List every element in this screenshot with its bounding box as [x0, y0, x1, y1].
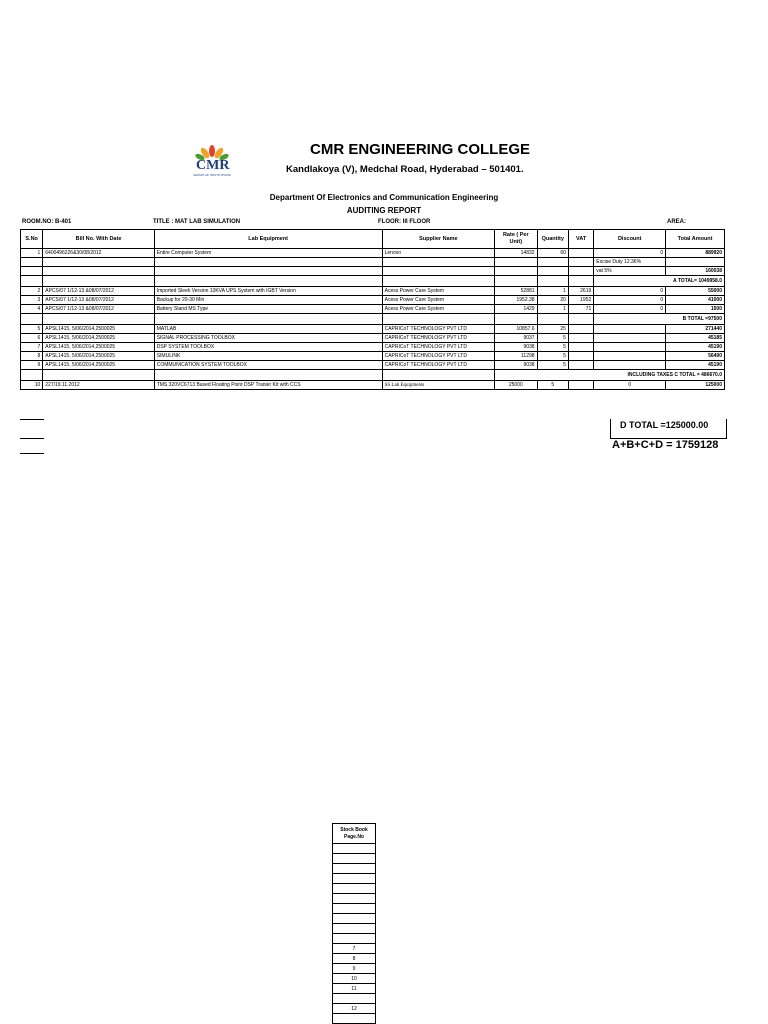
cell-sno: 4 — [21, 305, 43, 314]
stock-book-page — [333, 914, 376, 924]
table-row — [21, 314, 725, 325]
cell-total: 45185 — [666, 334, 725, 343]
stock-book-page — [333, 924, 376, 934]
cell-rate: 1429 — [495, 305, 538, 314]
cell-sno: 8 — [21, 352, 43, 361]
cell-discount — [594, 343, 666, 352]
cell-rate: 25000 — [495, 381, 538, 390]
stock-book-header: Stock Book Page.No — [333, 824, 376, 844]
table-row — [21, 334, 725, 343]
stock-book-row — [333, 984, 376, 994]
stock-book-page: 9 — [333, 964, 376, 974]
cell-bill: APSL1415, 5/06/2014,2500025 — [43, 343, 154, 352]
stock-book-page — [333, 884, 376, 894]
excise-duty-label: Excise Duty 12.36% — [594, 258, 666, 267]
area-label: AREA: — [667, 219, 686, 225]
cell-total: 41000 — [666, 296, 725, 305]
stock-book-table — [332, 823, 376, 1024]
d-total: D TOTAL =125000.00 — [620, 420, 709, 430]
cell-bill: APSL1415, 5/06/2014,2500025 — [43, 361, 154, 370]
col-sno: S.No — [21, 230, 43, 249]
cell-qty: 5 — [537, 352, 568, 361]
cell-equipment: COMMUNICATION SYSTEM TOOLBOX — [154, 361, 382, 370]
stock-book-page — [333, 844, 376, 854]
cell-supplier: Acess Power Care System — [382, 287, 494, 296]
cell-sno: 5 — [21, 325, 43, 334]
cell-discount — [594, 352, 666, 361]
cell-qty: 60 — [537, 249, 568, 258]
stock-book-page — [333, 894, 376, 904]
cell-qty: 1 — [537, 287, 568, 296]
col-supplier: Supplier Name — [382, 230, 494, 249]
cell-discount — [594, 325, 666, 334]
stock-book-row — [333, 944, 376, 954]
cell-supplier: SS Lab Equipments — [382, 381, 494, 390]
stock-book-page — [333, 1014, 376, 1024]
cell-supplier: CAPRICoT TECHNOLOGY PVT LTD — [382, 361, 494, 370]
cell-discount: 0 — [594, 381, 666, 390]
cell-rate: 9038 — [495, 361, 538, 370]
cell-sno: 7 — [21, 343, 43, 352]
cell-total: 1500 — [666, 305, 725, 314]
col-discount: Discount — [594, 230, 666, 249]
stock-book-row — [333, 884, 376, 894]
c-total: INCLUDING TAXES C TOTAL = 486670.0 — [495, 370, 725, 381]
stock-book-page — [333, 874, 376, 884]
cell-vat: 1952 — [568, 296, 593, 305]
cell-sno: 6 — [21, 334, 43, 343]
stock-book-row — [333, 894, 376, 904]
table-row — [21, 343, 725, 352]
cell-discount: 0 — [594, 287, 666, 296]
cell-sno: 10 — [21, 381, 43, 390]
table-row — [21, 361, 725, 370]
cell-qty: 5 — [537, 343, 568, 352]
table-row — [21, 258, 725, 267]
cell-discount — [594, 334, 666, 343]
cell-sno: 9 — [21, 361, 43, 370]
table-row — [21, 381, 725, 390]
vat-label: vat 5% — [594, 267, 666, 276]
logo-text: CMR — [196, 158, 230, 173]
cell-vat — [568, 249, 593, 258]
stock-book-page — [333, 864, 376, 874]
cell-bill: APCS/07 1/12-13 &08/07/2012 — [43, 305, 154, 314]
college-name: CMR ENGINEERING COLLEGE — [310, 141, 531, 158]
table-row — [21, 325, 725, 334]
cell-discount: 0 — [594, 249, 666, 258]
cell-discount: 0 — [594, 296, 666, 305]
stock-book-row — [333, 864, 376, 874]
cell-vat — [568, 325, 593, 334]
cell-equipment: Imported Sleek Version 10KVA UPS System with IGBT Version — [154, 287, 382, 296]
a-total: A TOTAL= 1049958.0 — [594, 276, 725, 287]
table-row — [21, 296, 725, 305]
cell-supplier: Lenovo — [382, 249, 494, 258]
cell-supplier: CAPRICoT TECHNOLOGY PVT LTD — [382, 352, 494, 361]
stock-book-page — [333, 904, 376, 914]
cell-sno: 3 — [21, 296, 43, 305]
col-bill: Bill No. With Date — [43, 230, 154, 249]
college-address: Kandlakoya (V), Medchal Road, Hyderabad – 501401. — [286, 164, 524, 175]
cell-total: 55000 — [666, 287, 725, 296]
cell-total: 271440 — [666, 325, 725, 334]
cell-vat — [568, 343, 593, 352]
cell-discount — [594, 361, 666, 370]
logo-subtext: GROUP OF INSTITUTIONS — [193, 173, 231, 177]
d-total-row — [20, 419, 725, 439]
cell-vat: 2619 — [568, 287, 593, 296]
stock-book-row — [333, 904, 376, 914]
cell-equipment: Entire Computer System — [154, 249, 382, 258]
cell-supplier: CAPRICoT TECHNOLOGY PVT LTD — [382, 325, 494, 334]
cell-rate: 1952.38 — [495, 296, 538, 305]
table-row — [21, 267, 725, 276]
department-name: Department Of Electronics and Communication Engineering — [269, 193, 499, 202]
stock-book-row — [333, 974, 376, 984]
col-quantity: Quantity — [537, 230, 568, 249]
cell-rate: 11298 — [495, 352, 538, 361]
table-row — [21, 276, 725, 287]
col-equipment: Lab Equipment — [154, 230, 382, 249]
floor-label: FLOOR: III FLOOR — [378, 219, 431, 225]
cell-rate: 52881 — [495, 287, 538, 296]
table-row — [21, 287, 725, 296]
cell-bill: APSL1415, 5/06/2014,2500025 — [43, 325, 154, 334]
cell-vat — [568, 361, 593, 370]
cell-bill: APSL1415, 5/06/2014,2500025 — [43, 334, 154, 343]
stock-book-page: 11 — [333, 984, 376, 994]
stock-book-page — [333, 934, 376, 944]
cell-supplier: CAPRICoT TECHNOLOGY PVT LTD — [382, 343, 494, 352]
col-rate: Rate ( Per Unit) — [495, 230, 538, 249]
vat-total: 160038 — [666, 267, 725, 276]
stock-book-row — [333, 954, 376, 964]
cell-total: 45190 — [666, 361, 725, 370]
stock-book-page: 10 — [333, 974, 376, 984]
cell-vat: 71 — [568, 305, 593, 314]
cell-sno: 1 — [21, 249, 43, 258]
cell-qty: 5 — [537, 334, 568, 343]
cell-equipment: Backup for 20-30 Min — [154, 296, 382, 305]
stock-book-row — [333, 994, 376, 1004]
cell-rate: 10857.6 — [495, 325, 538, 334]
col-vat: VAT — [568, 230, 593, 249]
cell-bill: APCS/07 1/12-13 &08/07/2012 — [43, 287, 154, 296]
stock-book-row — [333, 964, 376, 974]
cell-rate: 14832 — [495, 249, 538, 258]
cell-bill: APSL1415, 5/06/2014,2500025 — [43, 352, 154, 361]
stock-book-row — [333, 854, 376, 864]
cell-equipment: MATLAB — [154, 325, 382, 334]
audit-table — [20, 229, 725, 390]
cell-qty: 5 — [537, 361, 568, 370]
stock-book-row — [333, 844, 376, 854]
cell-qty: 20 — [537, 296, 568, 305]
table-row — [21, 352, 725, 361]
table-row — [21, 305, 725, 314]
grand-total: A+B+C+D = 1759128 — [612, 439, 719, 451]
lab-title: TITLE : MAT LAB SIMULATION — [153, 219, 241, 225]
stock-book-row — [333, 934, 376, 944]
college-logo — [186, 143, 238, 183]
col-total: Total Amount — [666, 230, 725, 249]
cell-total: 45190 — [666, 343, 725, 352]
cell-total: 125000 — [666, 381, 725, 390]
stock-book-row — [333, 914, 376, 924]
stock-book-row — [333, 874, 376, 884]
stock-book-page — [333, 994, 376, 1004]
cell-vat — [568, 352, 593, 361]
cell-total: 889920 — [666, 249, 725, 258]
cell-discount: 0 — [594, 305, 666, 314]
cell-equipment: TMS 320VC6713 Based Floating Point DSP Tranier Kit with CCS — [154, 381, 382, 390]
stock-book-page: 7 — [333, 944, 376, 954]
cell-qty: 25 — [537, 325, 568, 334]
cell-supplier: Acess Power Care System — [382, 305, 494, 314]
cell-total: 56490 — [666, 352, 725, 361]
cell-sno: 2 — [21, 287, 43, 296]
cell-equipment: DSP SYSTEM TOOLBOX — [154, 343, 382, 352]
stock-book-page: 8 — [333, 954, 376, 964]
grand-total-row — [20, 439, 725, 454]
cell-rate: 9037 — [495, 334, 538, 343]
cell-supplier: CAPRICoT TECHNOLOGY PVT LTD — [382, 334, 494, 343]
table-header — [21, 230, 725, 249]
cell-supplier: Acess Power Care System — [382, 296, 494, 305]
cell-bill: 6400496226&30/08/2012 — [43, 249, 154, 258]
cell-vat — [568, 334, 593, 343]
stock-book-row — [333, 924, 376, 934]
cell-qty: 1 — [537, 305, 568, 314]
cell-equipment: Battery Stand MS Type — [154, 305, 382, 314]
table-row — [21, 370, 725, 381]
table-row — [21, 249, 725, 258]
stock-book-row — [333, 1004, 376, 1014]
cell-equipment: SIGNAL PROCESSING TOOLBOX — [154, 334, 382, 343]
cell-rate: 9038 — [495, 343, 538, 352]
stock-book-row — [333, 1014, 376, 1024]
cell-equipment: SIMULINK — [154, 352, 382, 361]
b-total: B TOTAL =97500 — [594, 314, 725, 325]
report-title: AUDITING REPORT — [346, 206, 422, 215]
cell-bill: APCS/07 1/12-13 &08/07/2012 — [43, 296, 154, 305]
cell-vat — [568, 381, 593, 390]
stock-book-page — [333, 854, 376, 864]
cell-bill: 227/19.11.2012 — [43, 381, 154, 390]
cell-qty: 5 — [537, 381, 568, 390]
stock-book-page: 12 — [333, 1004, 376, 1014]
room-number: ROOM.NO: B-401 — [22, 219, 72, 225]
